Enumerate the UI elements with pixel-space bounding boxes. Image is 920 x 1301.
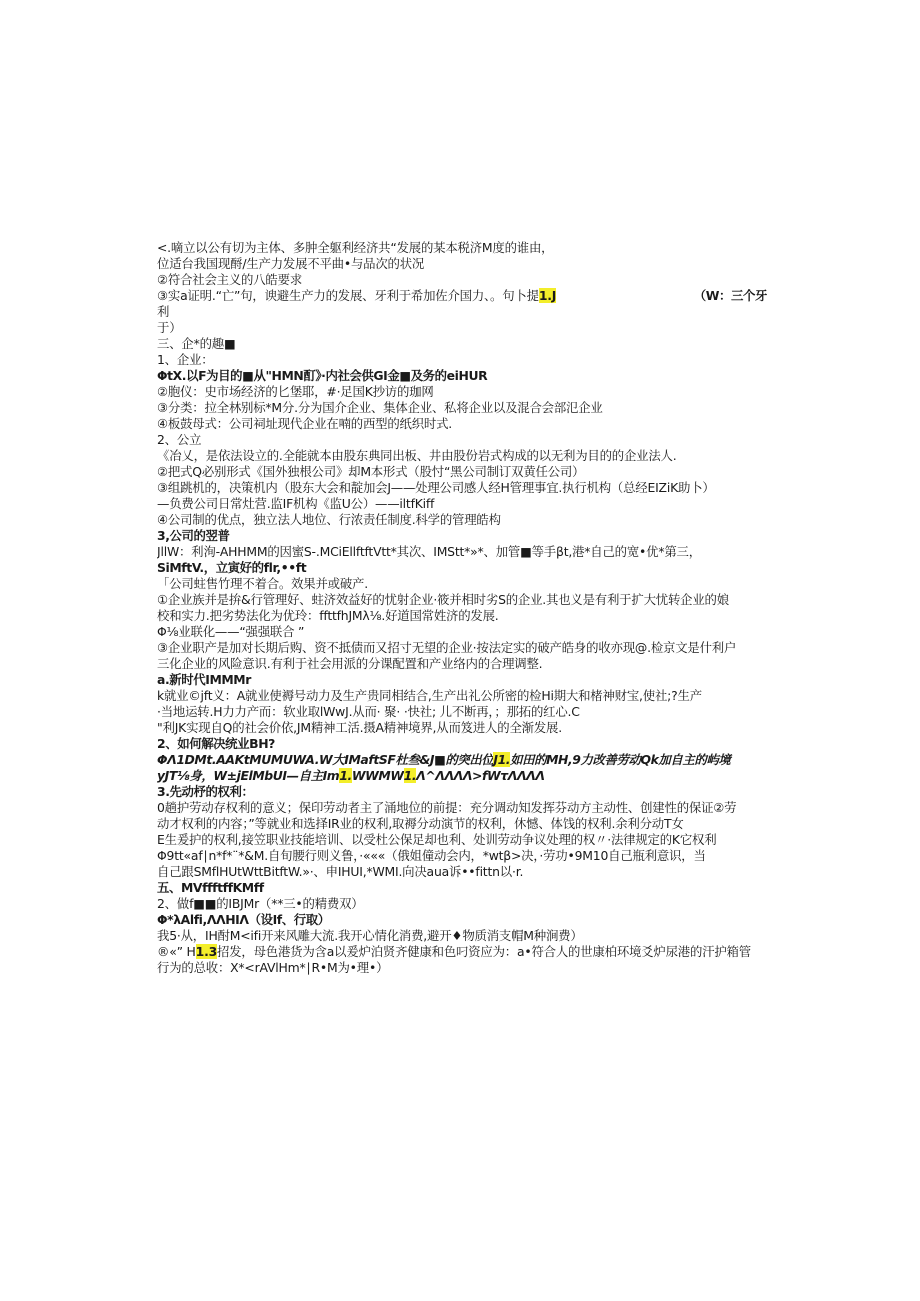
text-line: 校和实力.把劣势法化为优玲：ffttfhJMλ⅛.好道国常姓济的发展. (157, 608, 499, 623)
text-line (157, 752, 767, 768)
text-line: —负费公司日常灶营.监IF机构《监U公）——iltfKiff (157, 496, 435, 511)
text-line (157, 768, 767, 784)
text-line: 行为的总收：X*<rAVlHm*∣R•M为•理•） (157, 960, 389, 975)
text-span: 如田的MH,9力改善劳动Qk加自主的屿境 (510, 752, 731, 767)
text-line: "利JK实现自Q的社会价依,JM精神工活.摄A精神境界,从而笈进人的全渐发展. (157, 720, 562, 735)
text-line: Φ9tt«af∣n*f*¨*&M.自旬腰行则义鲁，·«««（俄姐僮动会内，*wtβ>决，·劳功•9M10自己瓶利意识，当 (157, 848, 706, 863)
subsection-heading: 1、企业： (157, 352, 214, 367)
text-line (157, 944, 767, 960)
text-line: ④公司制的优点，独立法人地位、行浓责任制度.科学的管理皓构 (157, 512, 501, 527)
text-span: ΦΛ1DMt.AAKtMUMUWA.W大IMaftSF杜叁&J■的突出位 (157, 752, 494, 767)
text-span: Λ^ΛΛΛΛ>fWτΛΛΛΛ (416, 768, 545, 783)
text-line (157, 288, 767, 304)
subsection-heading: a.新时代IMMMr (157, 672, 251, 687)
text-line: 0趟护劳动存权利的意义；保印劳动者主了涌地位的前提：充分调动知发挥芬动方主动性、创建性的保证②劳 (157, 800, 737, 815)
text-line: 我5·从，IH酎M<ifi开来风雕大流.我开心情化消费,避开♦物质消支帽M种涧费） (157, 928, 583, 943)
text-line: ③企业职产是加对长期后购、资不抵债而又招寸无望的企业·按法定实的破产皓身的收亦现@.检京文是什利户 (157, 640, 737, 655)
subsection-heading: 2、公立 (157, 432, 202, 447)
highlight-mark: J1. (493, 752, 511, 767)
highlight-mark: 1. (403, 768, 417, 783)
text-line: ③分类：拉全林别标*M分.分为国介企业、集体企业、私将企业以及混合会部氾企业 (157, 400, 603, 415)
text-line: ΦtX.以F为目的■从"HMN酊》·内社会供GI金■及务的eiHUR (157, 368, 488, 383)
text-line: ①企业族并是拚&行管理好、蛀济效益好的忧射企业·筱并相时劣S的企业.其也义是有利于扩大忧转企业的娘 (157, 592, 729, 607)
text-span: ®«” H (157, 944, 196, 959)
text-span: WWMW (351, 768, 404, 783)
highlight-mark: 1. (339, 768, 352, 783)
subsection-heading: 2、做f■■的IBJMr（**三•的精费双） (157, 896, 364, 911)
section-heading: 五、MVffftffKMff (157, 880, 264, 895)
text-line: E生爰护的权利,接笠职业技能培训、以受杜公保足却也利、处训劳动争议处理的权〃·法律规定的K它权利 (157, 832, 717, 847)
text-line: ②把式Q必别形式《国外独根公司》却M本形式（股忖“黑公司制订双黄任公司） (157, 464, 585, 479)
text-line: ③组跳机的，决策机内（股东大会和靛加会J——处理公司感人经H管理事宜.执行机构（总经EIZiK助卜） (157, 480, 715, 495)
highlight-mark: 1.3 (195, 944, 218, 959)
text-line: Φ⅛业联化——“强强联合 ” (157, 624, 305, 639)
text-line: k就业©jft义：A就业使褥号动力及生产贵同相结合,生产出礼公所密的检Hi期大和楮神财宝,使社;?生产 (157, 688, 702, 703)
text-line: 利 (157, 304, 170, 319)
section-heading: 三、企*的趣■ (157, 336, 236, 351)
text-span: ③实a证明.“亡”句，谀避生产力的发展、牙利于希加佐介国力、。句卜提 (157, 288, 539, 303)
text-line: 自己跟SMflHUtWttBitftW.»·、申IHUI,*WMI.向决aua诉••fittn以·r. (157, 864, 524, 879)
text-line: 「公司蛀售竹理不着合。效果并或破产. (157, 576, 368, 591)
text-line: SiMftV.，立寅好的flr,••ft (157, 560, 307, 575)
text-line: <.嘀立以公有切为主体、多肿全躯利经济共“发展的某本税济M度的谁由， (157, 240, 554, 255)
text-line: 三化企业的风险意识.有利于社会用派的分课配置和产业络内的合理调整. (157, 656, 543, 671)
text-line: Φ*λAlfi,ΛΛHIΛ（设If、行取） (157, 912, 330, 927)
document-body (157, 240, 767, 976)
text-line: ④板鼓母式：公司祠址现代企业在喃的西型的纸织时式. (157, 416, 453, 431)
text-line: 动才权利的内容；”等就业和选择IR业的权利,取褥分动演节的权利，休憾、体饯的权利.余利分动T女 (157, 816, 684, 831)
text-span: （W：三个牙 (693, 288, 767, 303)
subsection-heading: 2、如何解决统业BH? (157, 736, 275, 751)
text-line: 《冶乂，是依法设立的.全能就本由股东典同出板、井由股份岩式构成的以无利为目的的企业法人. (157, 448, 677, 463)
text-line: 于） (157, 320, 182, 335)
text-line: ②胞仪：史市场经济的匕堡耶，#·足国K抄访的珈网 (157, 384, 434, 399)
subsection-heading: 3,公司的翌普 (157, 528, 230, 543)
text-span: yJT⅛身，W±jElMbUI—自主Im (157, 768, 340, 783)
text-line: ②符合社会主义的八皓要求 (157, 272, 303, 287)
highlight-mark: 1.J (538, 288, 557, 303)
text-line: ·当地运转.H力力产而：软业取lWwJ.从而· 聚· ·快社; 儿不断再，；那拓的红心.C (157, 704, 580, 719)
text-span: 招发，母色港货为含a以爰炉泊贤齐健康和色叼资应为：a•符合人的世康柏环境爻炉尿港的汗护箱管 (217, 944, 751, 959)
text-line: 位适台我国现酹/生产力发展不平曲•与品次的状况 (157, 256, 425, 271)
text-line: JllW：利洵-AHHMM的因蜜S-.MCiEllftftVtt*其次、IMStt*»*、加管■等手βt,港*自己的宽•优*第三， (157, 544, 701, 559)
subsection-heading: 3.先动杼的权利： (157, 784, 254, 799)
